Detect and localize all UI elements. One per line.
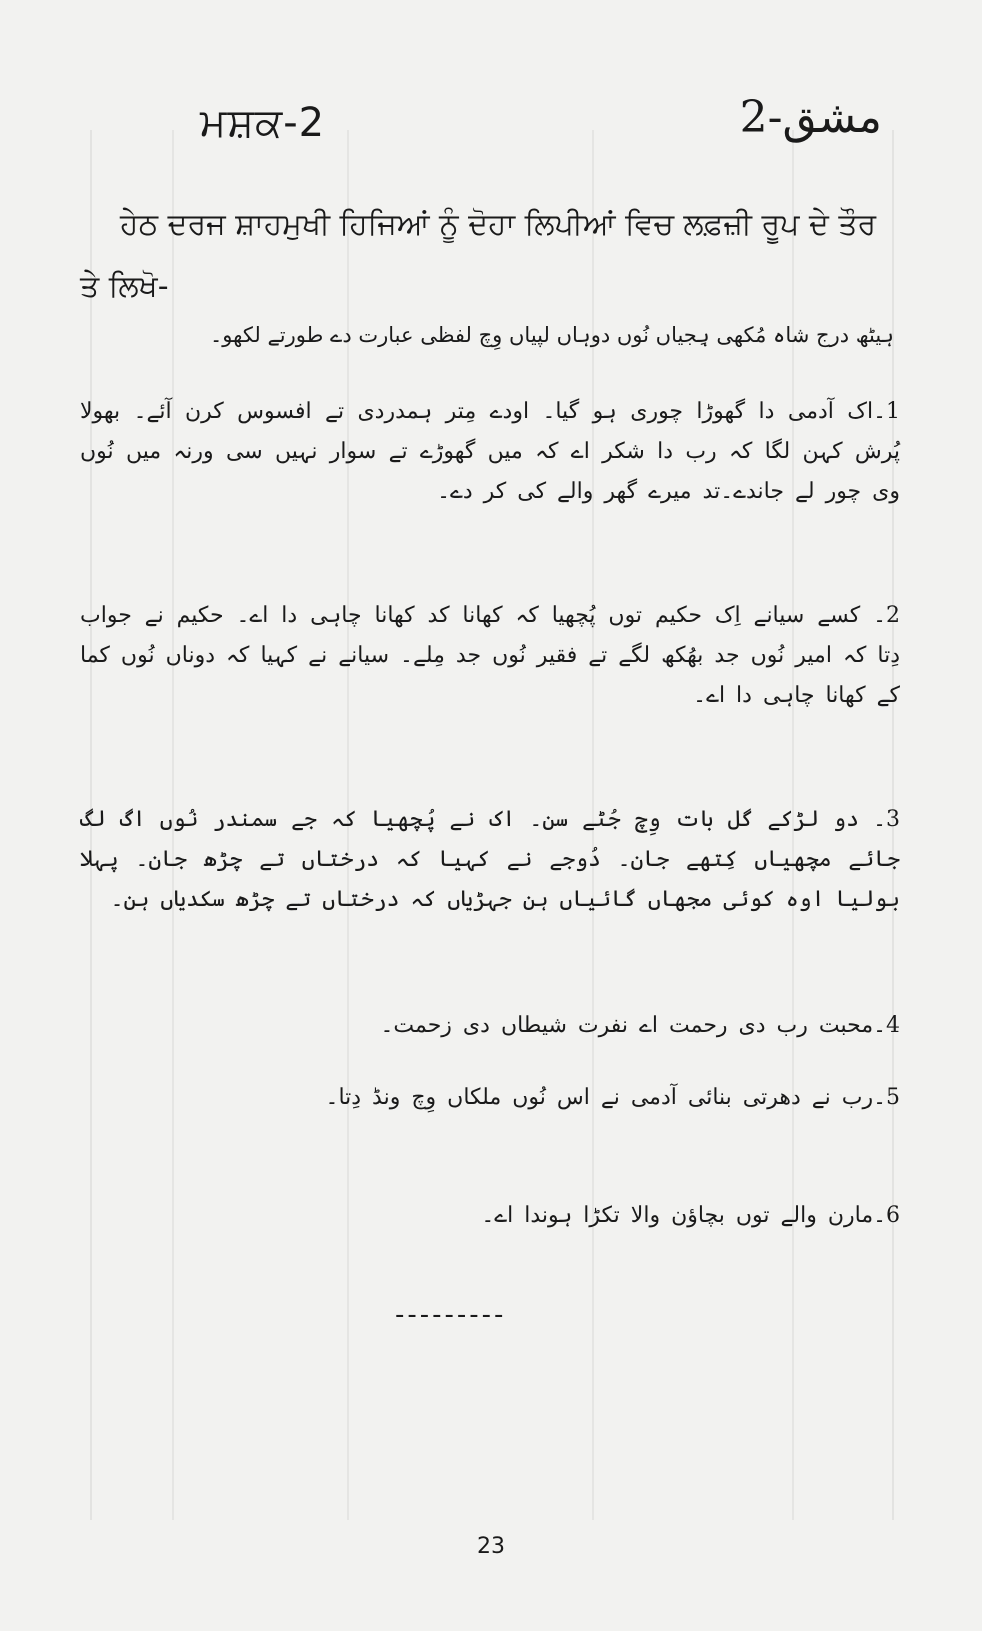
exercise-title-gurmukhi: ਮਸ਼ਕ-2	[200, 100, 326, 146]
exercise-paragraph: 1۔اک آدمی دا گھوڑا چوری ہو گیا۔ اودے مِتر ہمدردی تے افسوس کرن آئے۔ بھولا پُرش کہن لگا کہ رب دا شکر اے کہ میں گھوڑے تے سوار نہیں سی ورنہ میں نُوں وی چور لے جاندے۔تد میرے گھر والے کی کر دے۔	[80, 399, 900, 504]
page-number: 23	[477, 1534, 505, 1559]
exercise-paragraph: 4۔محبت رب دی رحمت اے نفرت شیطاں دی زحمت۔	[380, 1013, 900, 1038]
exercise-title-shahmukhi: مشق-2	[739, 92, 882, 143]
exercise-paragraph: 5۔رب نے دھرتی بنائی آدمی نے اس نُوں ملکاں وِچ ونڈ دِتا۔	[325, 1085, 900, 1110]
exercise-paragraph: 3۔ دو لڑکے گل بات وِچ جُٹے سن۔ اک نے پُچھیا کہ جے سمندر نُوں اگ لگ جائے مچھیاں کِتھے جان۔ دُوجے نے کہیا کہ درختاں تے چڑھ جان۔ پہلا بولیا اوہ کوئی مجھاں گائیاں ہن جہڑیاں کہ درختاں تے چڑھ سکدیاں ہن۔	[80, 807, 900, 912]
exercise-paragraph: 6۔مارن والے توں بچاؤن والا تکڑا ہوندا اے۔	[481, 1203, 900, 1228]
section-divider: ---------	[395, 1300, 507, 1330]
instruction-gurmukhi: ਹੇਠ ਦਰਜ ਸ਼ਾਹਮੁਖੀ ਹਿਜਿਆਂ ਨੂੰ ਦੋਹਾ ਲਿਪੀਆਂ ਵਿਚ ਲਫ਼ਜ਼ੀ ਰੂਪ ਦੇ ਤੌਰ ਤੇ ਲਿਖੋ-	[80, 207, 877, 304]
instruction-shahmukhi: ہیٹھ درج شاہ مُکھی ہِجیاں نُوں دوہاں لپیاں وِچ لفظی عبارت دے طورتے لکھو۔	[209, 323, 894, 347]
exercise-paragraph: 2۔ کسے سیانے اِک حکیم توں پُچھیا کہ کھانا کد کھانا چاہی دا اے۔ حکیم نے جواب دِتا کہ امیر نُوں جد بھُکھ لگے تے فقیر نُوں جد مِلے۔ سیانے نے کہیا کہ دوناں نُوں کما کے کھانا چاہی دا اے۔	[80, 603, 900, 708]
